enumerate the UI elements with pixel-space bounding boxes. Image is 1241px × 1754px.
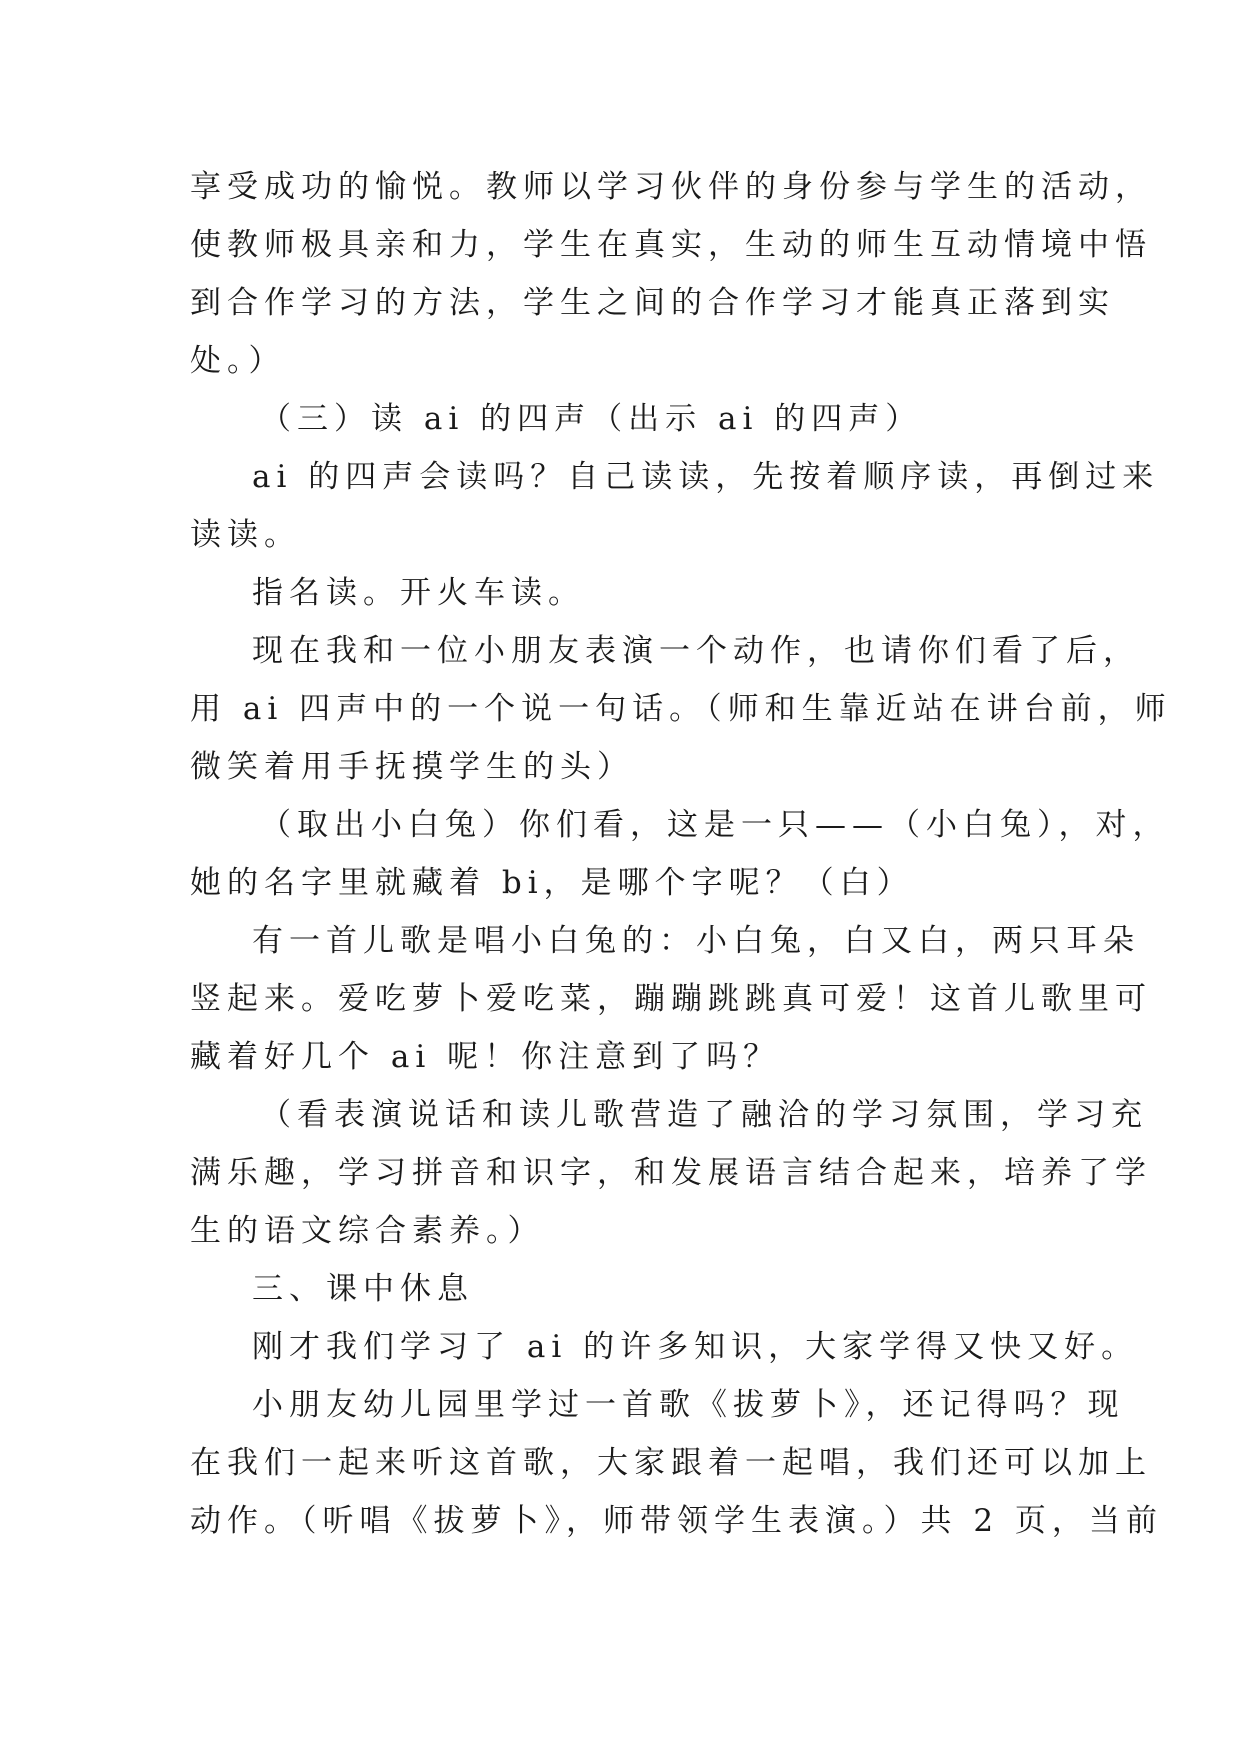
- section-heading: （三）读 ai 的四声（出示 ai 的四声）: [260, 401, 923, 437]
- text-line: 竖起来。爱吃萝卜爱吃菜，蹦蹦跳跳真可爱！这首儿歌里可: [190, 981, 1152, 1017]
- text-line: 有一首儿歌是唱小白兔的：小白兔，白又白，两只耳朵: [252, 923, 1140, 959]
- text-line: （看表演说话和读儿歌营造了融洽的学习氛围，学习充: [260, 1097, 1148, 1133]
- text-line: 现在我和一位小朋友表演一个动作，也请你们看了后，: [252, 633, 1140, 669]
- text-line: 微笑着用手抚摸学生的头）: [190, 749, 634, 785]
- text-line: 读读。: [190, 517, 301, 553]
- text-line: 指名读。开火车读。: [252, 575, 585, 611]
- section-heading: 三、课中休息: [252, 1271, 474, 1307]
- text-line: 使教师极具亲和力，学生在真实，生动的师生互动情境中悟: [190, 227, 1152, 263]
- text-line: 满乐趣，学习拼音和识字，和发展语言结合起来，培养了学: [190, 1155, 1152, 1191]
- text-line: 生的语文综合素养。）: [190, 1213, 545, 1249]
- text-line: ai 的四声会读吗？自己读读，先按着顺序读，再倒过来: [252, 459, 1160, 495]
- text-line: 享受成功的愉悦。教师以学习伙伴的身份参与学生的活动，: [190, 169, 1152, 205]
- text-line: 动作。（听唱《拔萝卜》，师带领学生表演。）共 2 页，当前: [190, 1503, 1163, 1539]
- text-line: 小朋友幼儿园里学过一首歌《拔萝卜》，还记得吗？现: [252, 1387, 1125, 1423]
- text-line: 到合作学习的方法，学生之间的合作学习才能真正落到实: [190, 285, 1115, 321]
- text-line: 她的名字里就藏着 bi，是哪个字呢？（白）: [190, 865, 914, 901]
- text-line: （取出小白兔）你们看，这是一只——（小白兔），对，: [260, 807, 1170, 843]
- text-line: 用 ai 四声中的一个说一句话。（师和生靠近站在讲台前，师: [190, 691, 1172, 727]
- text-line: 在我们一起来听这首歌，大家跟着一起唱，我们还可以加上: [190, 1445, 1152, 1481]
- text-line: 处。）: [190, 343, 286, 379]
- document-body: [190, 158, 1172, 1550]
- text-line: 刚才我们学习了 ai 的许多知识，大家学得又快又好。: [252, 1329, 1139, 1365]
- text-line: 藏着好几个 ai 呢！你注意到了吗？: [190, 1039, 781, 1075]
